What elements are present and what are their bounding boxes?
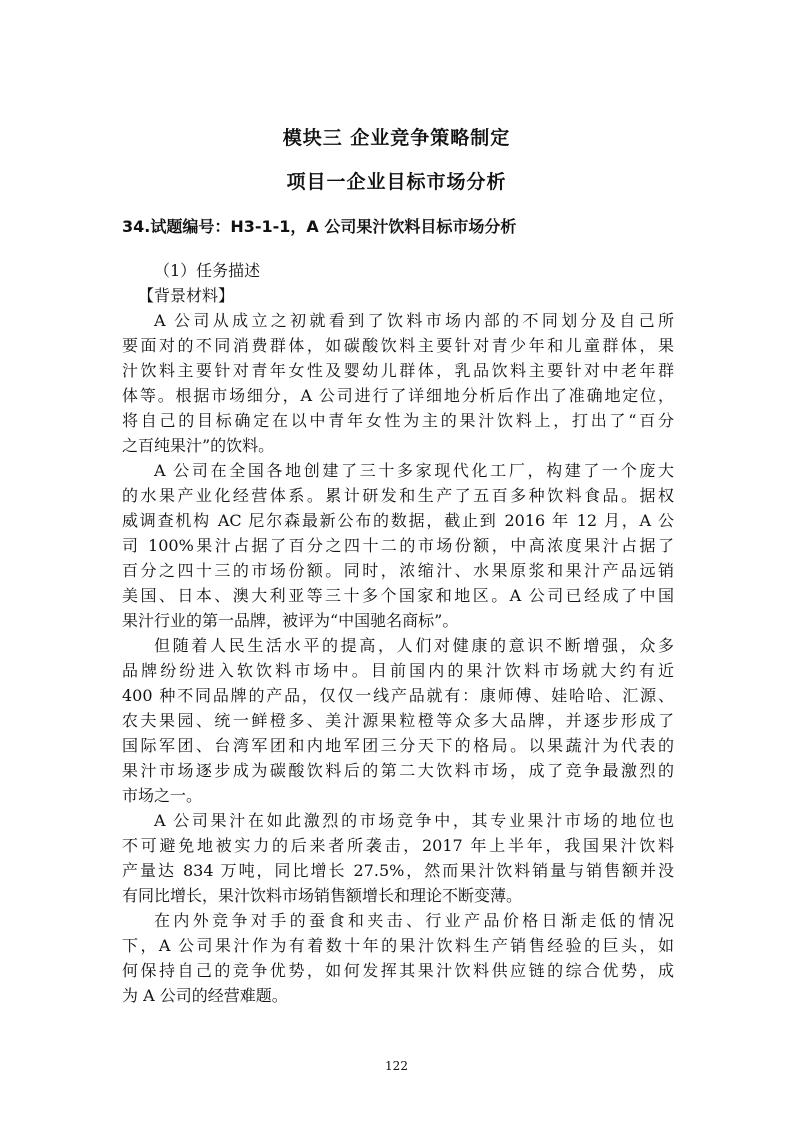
background-label: 【背景材料】: [138, 286, 235, 305]
paragraph-line: 之百纯果汁”的饮料。: [122, 436, 275, 455]
paragraph-line: A 公司在全国各地创建了三十多家现代化工厂，构建了一个庞大: [154, 461, 674, 480]
paragraph-line: A 公司从成立之初就看到了饮料市场内部的不同划分及自己所: [154, 311, 674, 330]
paragraph-line: 百分之四十三的市场份额。同时，浓缩汁、水果原浆和果汁产品远销: [122, 561, 674, 580]
paragraph-line: 农夫果园、统一鲜橙多、美汁源果粒橙等众多大品牌，并逐步形成了: [122, 711, 674, 730]
paragraph-line: 为 A 公司的经营难题。: [122, 986, 288, 1005]
paragraph-line: 下，A 公司果汁作为有着数十年的果汁饮料生产销售经验的巨头，如: [122, 936, 674, 955]
paragraph-line: 市场之一。: [122, 786, 203, 805]
project-title: 项目一企业目标市场分析: [286, 171, 507, 193]
paragraph-line: 但随着人民生活水平的提高，人们对健康的意识不断增强，众多: [154, 636, 674, 655]
paragraph-line: 产量达 834 万吨，同比增长 27.5%，然而果汁饮料销量与销售额并没: [122, 861, 674, 880]
paragraph-line: 国际军团、台湾军团和内地军团三分天下的格局。以果蔬汁为代表的: [122, 736, 674, 755]
paragraph-line: 将自己的目标确定在以中青年女性为主的果汁饮料上，打出了“百分: [122, 411, 674, 430]
paragraph-line: 汁饮料主要针对青年女性及婴幼儿群体，乳品饮料主要针对中老年群: [122, 361, 674, 380]
paragraph-line: 在内外竞争对手的蚕食和夹击、行业产品价格日渐走低的情况: [154, 911, 674, 930]
paragraph-line: 的水果产业化经营体系。累计研发和生产了五百多种饮料食品。据权: [122, 486, 674, 505]
paragraph-line: 威调查机构 AC 尼尔森最新公布的数据，截止到 2016 年 12 月，A 公: [122, 511, 674, 530]
paragraph-line: 果汁市场逐步成为碳酸饮料后的第二大饮料市场，成了竞争最激烈的: [122, 761, 674, 780]
question-title: 34.试题编号：H3-1-1，A 公司果汁饮料目标市场分析: [122, 217, 517, 236]
paragraph-line: 品牌纷纷进入软饮料市场中。目前国内的果汁饮料市场就大约有近: [122, 661, 674, 680]
paragraph-line: 何保持自己的竞争优势，如何发挥其果汁饮料供应链的综合优势，成: [122, 961, 674, 980]
section-label: （1）任务描述: [154, 261, 261, 280]
paragraph-line: 果汁行业的第一品牌，被评为“中国驰名商标”。: [122, 611, 459, 630]
paragraph-line: 美国、日本、澳大利亚等三十多个国家和地区。A 公司已经成了中国: [122, 586, 674, 605]
module-title: 模块三 企业竞争策略制定: [282, 127, 511, 149]
paragraph-line: 有同比增长，果汁饮料市场销售额增长和理论不断变薄。: [122, 886, 523, 905]
paragraph-line: 不可避免地被实力的后来者所袭击，2017 年上半年，我国果汁饮料: [122, 836, 674, 855]
paragraph-line: 400 种不同品牌的产品，仅仅一线产品就有：康师傅、娃哈哈、汇源、: [122, 686, 674, 705]
page-number: 122: [385, 1059, 408, 1073]
paragraph-line: A 公司果汁在如此激烈的市场竞争中，其专业果汁市场的地位也: [154, 811, 674, 830]
paragraph-line: 体等。根据市场细分，A 公司进行了详细地分析后作出了准确地定位，: [122, 386, 674, 405]
paragraph-line: 要面对的不同消费群体，如碳酸饮料主要针对青少年和儿童群体，果: [122, 336, 674, 355]
paragraph-line: 司 100%果汁占据了百分之四十二的市场份额，中高浓度果汁占据了: [122, 536, 674, 555]
